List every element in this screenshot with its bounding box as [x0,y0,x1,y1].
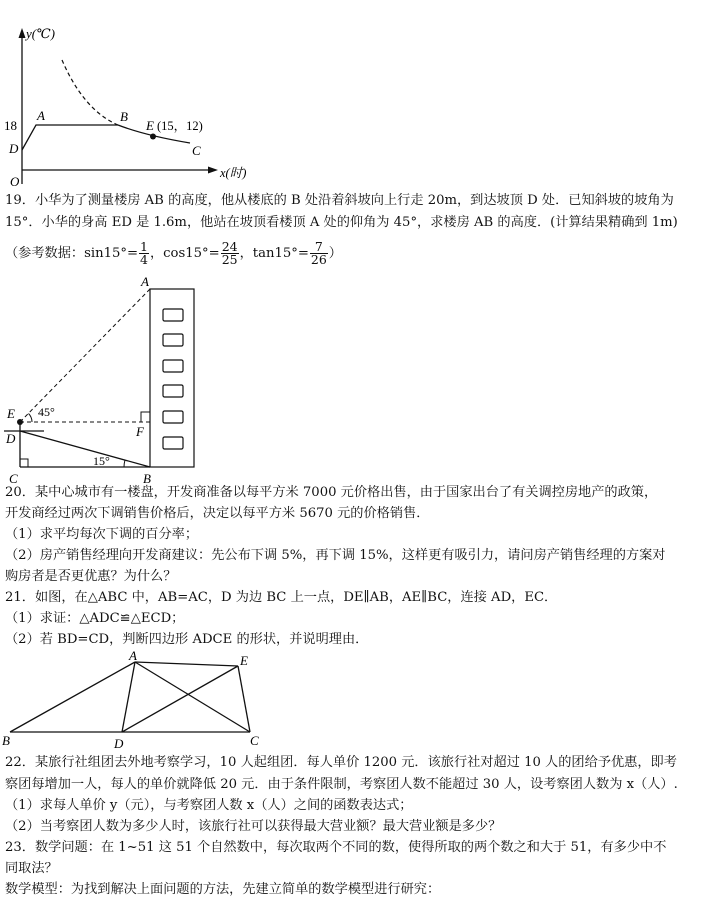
cos15-denominator: 25 [221,252,238,267]
label-e: E [240,653,248,668]
window [163,437,183,449]
right-angle-c [20,459,28,467]
label-e-coord: (15，12) [157,119,203,133]
q22-line1: 22．某旅行社组团去外地考察学习，10 人起组团．每人单价 1200 元．该旅行社对超过 10 人的团给予优惠，即考 [5,755,677,770]
q19-reference-data [5,239,342,269]
q21-sub1: （1）求证：△ADC≌△ECD； [5,611,185,626]
label-d: D [114,736,124,750]
q20-line2: 开发商经过两次下调销售价格后，决定以每平方米 5670 元的价格销售． [5,506,430,521]
building [150,289,194,467]
cos15-numerator: 24 [221,239,238,254]
sin15-denominator: 4 [140,252,148,267]
segment-de [122,666,238,732]
right-angle-f [141,412,150,422]
sin15-numerator: 1 [140,239,148,254]
q23-line1: 23．数学问题：在 1~51 这 51 个自然数中，每次取两个不同的数，使得所取的两个数之和大于 51，有多少中不 [5,840,667,855]
segment-ad [122,662,135,732]
q22-sub2: （2）当考察团人数为多少人时，该旅行社可以获得最大营业额？最大营业额是多少？ [5,819,502,834]
label-d: D [9,141,19,156]
sight-line-ea [20,289,150,422]
segment-ba [10,662,135,732]
segment-ae [135,662,238,666]
building-windows [163,309,183,449]
dashed-curve [62,60,118,125]
label-e: E [146,118,154,133]
temperature-line-dab [22,125,118,150]
q20-sub2a: （2）房产销售经理向开发商建议：先公布下调 5%，再下调 15%，这样更有吸引力，请问房产销售经理的方案对 [5,548,666,563]
triangle-parallelogram-diagram [0,650,280,750]
segment-ac [135,662,250,732]
person-e [17,419,23,425]
tan15-numerator: 7 [310,241,328,254]
label-b: B [120,109,128,124]
window [163,309,183,321]
q19-line1: 19．小华为了测量楼房 AB 的高度，他从楼底的 B 处沿着斜坡向上行走 20m，到达坡顶 D 处．已知斜坡的坡角为 [5,193,674,208]
y-axis-arrow [19,28,26,38]
sin15-fraction [139,241,149,266]
q19-line2: 15°．小华的身高 ED 是 1.6m，他站在坡顶看楼顶 A 处的仰角为 45°，求楼房 AB 的高度．(计算结果精确到 1m) [5,215,678,230]
label-c: C [250,733,259,748]
label-b: B [143,471,151,486]
y-axis-label: y(℃) [26,26,55,41]
label-a: A [37,108,45,123]
tan15-denominator: 26 [310,252,327,267]
window [163,334,183,346]
angle-arc-15 [124,460,125,467]
q22-sub1: （1）求每人单价 y（元），与考察团人数 x（人）之间的函数表达式； [5,798,413,813]
tan-label: ，tan15°= [239,246,309,261]
q23-line3: 数学模型：为找到解决上面问题的方法，先建立简单的数学模型进行研究： [5,882,441,897]
label-f: F [136,424,144,439]
label-b: B [2,733,10,748]
label-a: A [129,650,137,663]
label-c: C [192,143,201,158]
window [163,360,183,372]
angle-arc-45 [29,414,33,423]
label-15: 15° [93,454,110,468]
x-axis-arrow [208,167,218,174]
label-c: C [9,471,18,486]
cos-label: ，cos15°= [149,246,220,261]
y-value-label: 18 [4,118,17,133]
ref-prefix: （参考数据：sin15°= [5,246,139,261]
tan15-fraction [310,241,328,266]
label-45: 45° [38,405,55,419]
x-axis-label: x(时) [220,166,247,180]
label-o: O [10,174,20,189]
q21-line1: 21．如图，在△ABC 中，AB=AC，D 为边 BC 上一点，DE∥AB，AE∥BC，连接 AD，EC． [5,590,558,605]
building-slope-diagram [0,274,230,486]
q20-sub2b: 购房者是否更优惠？为什么？ [5,569,177,584]
label-e: E [7,406,15,421]
point-e [150,134,156,140]
temperature-graph [0,22,280,192]
window [163,385,183,397]
label-a: A [141,274,149,289]
q21-sub2: （2）若 BD=CD，判断四边形 ADCE 的形状，并说明理由． [5,632,369,647]
window [163,411,183,423]
q20-line1: 20．某中心城市有一楼盘，开发商准备以每平方米 7000 元价格出售，由于国家出台了有关调控房地产的政策， [5,485,658,500]
q20-sub1: （1）求平均每次下调的百分率； [5,527,199,542]
segment-ec [238,666,250,732]
cos15-fraction [221,241,239,266]
label-d: D [6,431,16,446]
q22-line2: 察团每增加一人，每人的单价就降低 20 元．由于条件限制，考察团人数不能超过 30 人，设考察团人数为 x（人）. [5,777,678,792]
ref-suffix: ） [328,246,342,261]
q23-line2: 同取法？ [5,861,58,876]
slope-db [20,431,150,467]
